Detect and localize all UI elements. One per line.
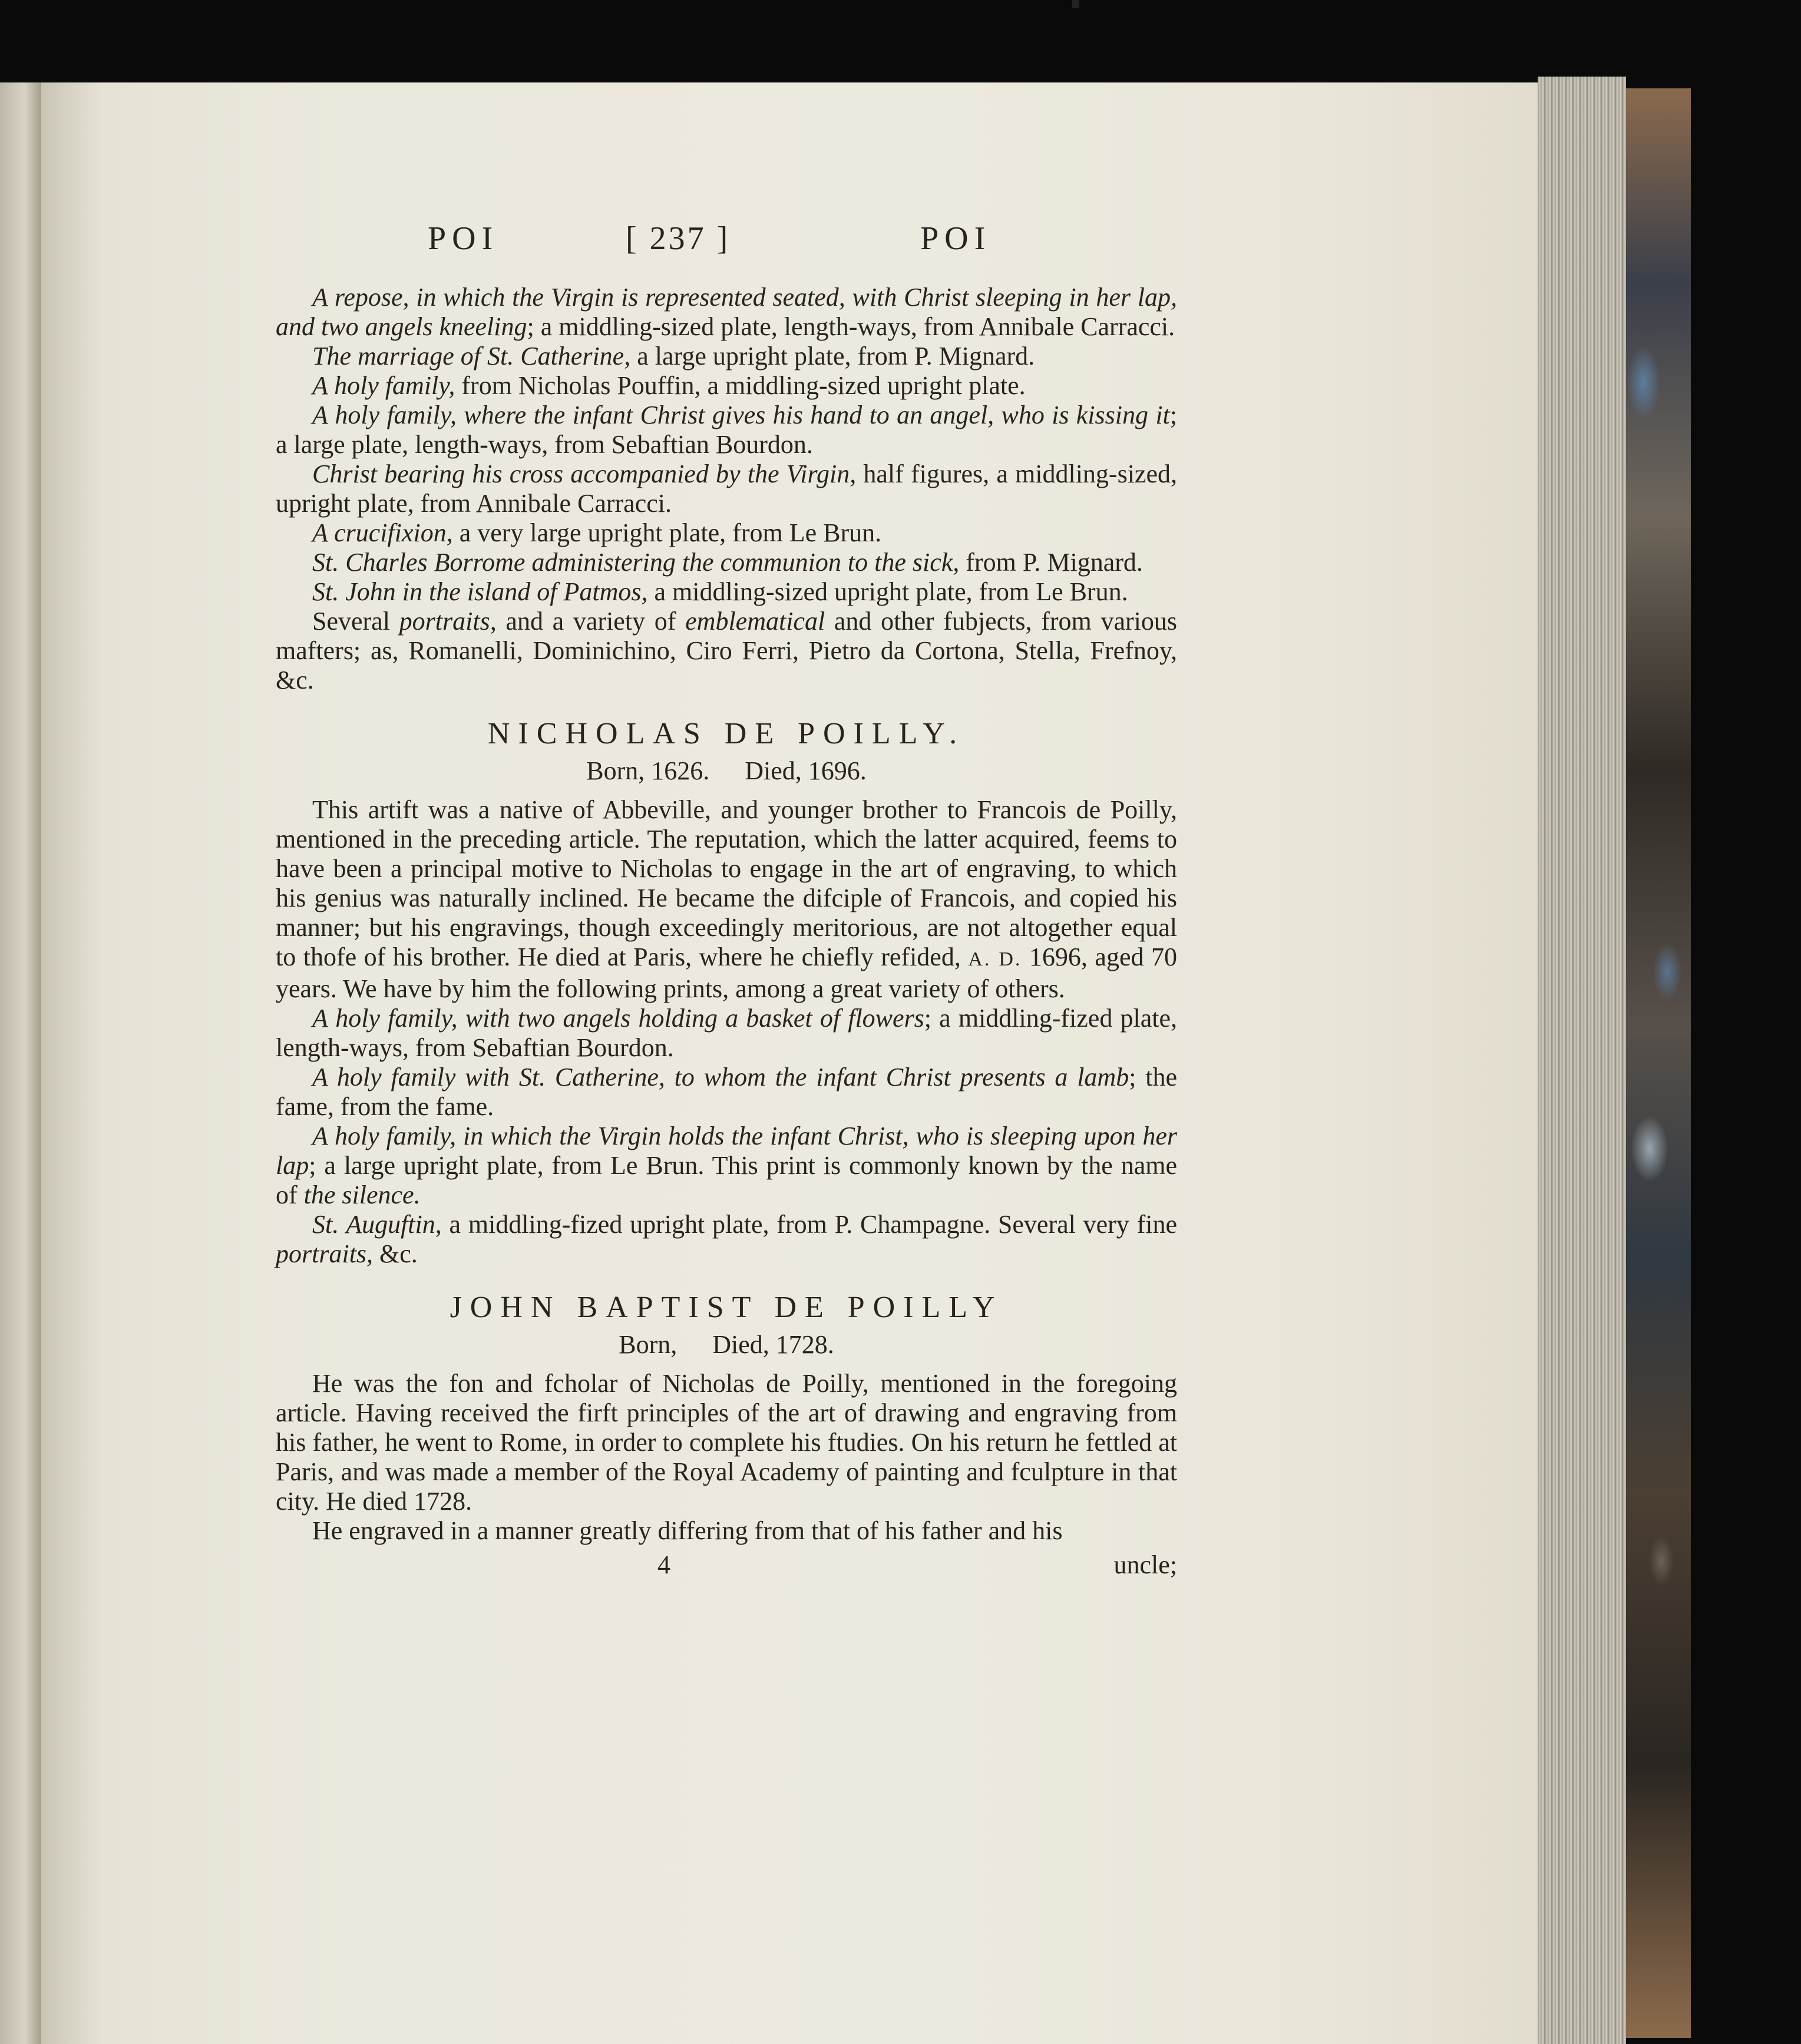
page-text: [276, 220, 1178, 1586]
life-dates: Born, Died, 1728.: [619, 1330, 834, 1359]
facing-page-edge: [0, 82, 41, 2044]
print-entry: A crucifixion, a very large upright plate, from Le Brun.: [312, 518, 882, 547]
print-entry: A repose, in which the Virgin is represented seated, with Christ sleeping in her lap, and two angels kneeling; a middling-sized plate, length-ways, from Annibale Carracci.: [276, 283, 1177, 341]
biography-paragraph: He engraved in a manner greatly differing from that of his father and his: [312, 1516, 1063, 1545]
print-entry: A holy family, where the infant Christ gives his hand to an angel, who is kissing it; a large plate, length-ways, from Sebaftian Bourdon.: [276, 401, 1177, 459]
print-entry: A holy family, with two angels holding a basket of flowers; a middling-fized plate, length-ways, from Sebaftian Bourdon.: [276, 1004, 1177, 1062]
life-dates: Born, 1626. Died, 1696.: [586, 756, 867, 785]
section-heading-nicholas: NICHOLAS DE POILLY.: [487, 717, 966, 750]
page-footer: [276, 1550, 1177, 1586]
print-entry: A holy family with St. Catherine, to whom the infant Christ presents a lamb; the fame, from the fame.: [276, 1063, 1177, 1121]
print-entry: St. John in the island of Patmos, a middling-sized upright plate, from Le Brun.: [312, 577, 1128, 606]
print-entry: St. Auguftin, a middling-fized upright plate, from P. Champagne. Several very fine portraits, &c.: [276, 1210, 1177, 1268]
section-heading-john: JOHN BAPTIST DE POILLY: [450, 1291, 1003, 1324]
running-head: [276, 220, 1177, 283]
biography-paragraph: This artift was a native of Abbeville, and younger brother to Francois de Poilly, mentioned in the preceding article. The reputation, which the latter acquired, feems to have been a principal motive to Nicholas to engage in the art of engraving, to which his genius was naturally inclined. He became the difciple of Francois, and copied his manner; but his engravings, though exceedingly meritorious, are not altogether equal to thofe of his brother. He died at Paris, where he chiefly refided, A. D. 1696, aged 70 years. We have by him the following prints, among a great variety of others.: [276, 795, 1177, 1003]
several-works-paragraph: Several portraits, and a variety of emblematical and other fubjects, from various mafters; as, Romanelli, Dominichino, Ciro Ferri, Pietro da Cortona, Stella, Frefnoy, &c.: [276, 607, 1178, 694]
marbled-cover-board: [1626, 88, 1691, 2038]
print-entry: The marriage of St. Catherine, a large upright plate, from P. Mignard.: [312, 342, 1035, 371]
fore-edge-leaves: [1538, 77, 1626, 2044]
page-number: [ 237 ]: [626, 220, 731, 257]
scan-mark: [1072, 0, 1079, 8]
print-entry: St. Charles Borrome administering the communion to the sick, from P. Mignard.: [312, 548, 1143, 577]
catchword: uncle;: [1113, 1550, 1177, 1579]
print-entry: A holy family, from Nicholas Pouffin, a middling-sized upright plate.: [312, 371, 1026, 400]
running-head-right: POI: [920, 220, 992, 257]
signature-mark: 4: [657, 1550, 670, 1579]
biography-paragraph: He was the fon and fcholar of Nicholas de Poilly, mentioned in the foregoing article. Having received the firft principles of the art of drawing and engraving from his father, he went to Rome, in order to complete his ftudies. On his return he fettled at Paris, and was made a member of the Royal Academy of painting and fculpture in that city. He died 1728.: [276, 1369, 1177, 1516]
running-head-left: POI: [428, 220, 499, 257]
print-entry: A holy family, in which the Virgin holds the infant Christ, who is sleeping upon her lap; a large upright plate, from Le Brun. This print is commonly known by the name of the silence.: [276, 1122, 1177, 1209]
print-entry: Christ bearing his cross accompanied by the Virgin, half figures, a middling-sized, upright plate, from Annibale Carracci.: [276, 459, 1177, 518]
